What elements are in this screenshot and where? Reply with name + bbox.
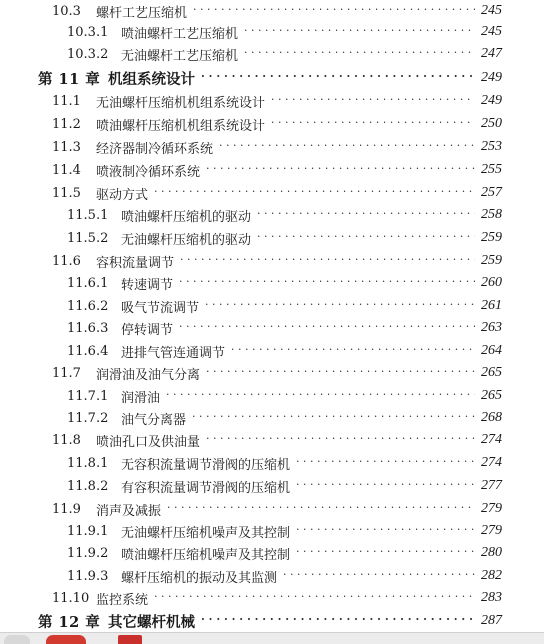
toc-entry-number: 11.8.2 xyxy=(67,478,109,494)
toc-entry[interactable] xyxy=(52,159,502,181)
toc-entry-title: 喷油螺杆压缩机机组系统设计 xyxy=(96,118,266,134)
toc-leader-dots xyxy=(205,295,475,317)
toc-entry[interactable] xyxy=(52,0,502,22)
toc-entry-title: 有容积流量调节滑阀的压缩机 xyxy=(121,480,291,496)
toc-entry-number: 11.9.2 xyxy=(67,545,109,561)
toc-entry-page-number: 245 xyxy=(481,24,502,39)
toc-entry[interactable] xyxy=(67,452,502,474)
toc-leader-dots xyxy=(201,610,475,632)
toc-entry-number: 11.5 xyxy=(52,185,81,201)
toc-entry-title: 驱动方式 xyxy=(96,187,149,203)
toc-entry-title: 喷油螺杆压缩机的驱动 xyxy=(121,209,252,225)
toc-entry-title: 无油螺杆压缩机噪声及其控制 xyxy=(121,525,291,541)
toc-entry-page-number: 253 xyxy=(481,139,502,154)
toc-chapter-entry[interactable] xyxy=(38,67,502,89)
toc-entry-title: 其它螺杆机械 xyxy=(108,613,195,631)
toc-entry-title: 监控系统 xyxy=(96,592,149,608)
toc-entry-title: 经济器制冷循环系统 xyxy=(96,141,214,157)
toc-entry[interactable] xyxy=(67,295,502,317)
toc-entry-number: 11.7.1 xyxy=(67,388,109,404)
toc-entry-title: 无油螺杆压缩机机组系统设计 xyxy=(96,95,266,111)
toc-entry-number: 11.7.2 xyxy=(67,410,109,426)
toc-entry-number: 第 11 章 xyxy=(38,70,101,88)
toc-leader-dots xyxy=(166,385,475,407)
toc-entry-number: 11.6.2 xyxy=(67,298,109,314)
toc-entry-number: 11.9.3 xyxy=(67,568,109,584)
toc-entry-page-number: 277 xyxy=(481,478,502,493)
toc-entry-number: 11.8 xyxy=(52,432,81,448)
toc-entry-page-number: 280 xyxy=(481,545,502,560)
bottom-toolbar-strip xyxy=(0,632,544,644)
toc-entry-title: 容积流量调节 xyxy=(96,255,175,271)
toc-entry-page-number: 264 xyxy=(481,343,502,358)
toc-entry-number: 11.5.1 xyxy=(67,207,109,223)
toc-leader-dots xyxy=(206,159,475,181)
toc-entry-page-number: 265 xyxy=(481,388,502,403)
toc-entry-number: 11.10 xyxy=(52,590,90,606)
toc-entry-page-number: 259 xyxy=(481,253,502,268)
toc-entry-page-number: 263 xyxy=(481,320,502,335)
toc-entry-number: 11.2 xyxy=(52,116,81,132)
toc-entry[interactable] xyxy=(52,182,502,204)
toc-entry-page-number: 260 xyxy=(481,275,502,290)
toc-entry-number: 11.5.2 xyxy=(67,230,109,246)
toc-entry[interactable] xyxy=(67,520,502,542)
toc-chapter-entry[interactable] xyxy=(38,610,502,632)
toc-entry[interactable] xyxy=(52,498,502,520)
toc-entry[interactable] xyxy=(52,90,502,112)
toc-entry-number: 11.6.1 xyxy=(67,275,109,291)
toc-entry[interactable] xyxy=(67,227,502,249)
toc-leader-dots xyxy=(296,475,475,497)
toc-leader-dots xyxy=(154,587,475,609)
toc-entry-page-number: 279 xyxy=(481,501,502,516)
toc-entry[interactable] xyxy=(67,542,502,564)
toc-entry-number: 10.3.1 xyxy=(67,24,109,40)
toc-entry-page-number: 261 xyxy=(481,298,502,313)
toc-entry-page-number: 268 xyxy=(481,410,502,425)
toc-entry-number: 11.7 xyxy=(52,365,81,381)
toc-entry-title: 无油螺杆压缩机的驱动 xyxy=(121,232,252,248)
toc-leader-dots xyxy=(296,520,475,542)
toc-entry-title: 机组系统设计 xyxy=(108,70,195,88)
toc-leader-dots xyxy=(257,227,475,249)
toc-entry-title: 润滑油 xyxy=(121,390,161,406)
toc-entry-page-number: 257 xyxy=(481,185,502,200)
toc-entry[interactable] xyxy=(52,113,502,135)
toc-entry-number: 10.3 xyxy=(52,3,81,19)
toc-leader-dots xyxy=(179,272,475,294)
toc-entry[interactable] xyxy=(67,385,502,407)
toc-entry-page-number: 258 xyxy=(481,207,502,222)
toc-entry-page-number: 255 xyxy=(481,162,502,177)
toc-leader-dots xyxy=(201,67,475,89)
toc-leader-dots xyxy=(206,429,475,451)
toc-entry-page-number: 287 xyxy=(481,613,502,628)
toc-entry-page-number: 247 xyxy=(481,46,502,61)
toc-leader-dots xyxy=(167,498,475,520)
toc-leader-dots xyxy=(154,182,475,204)
toc-leader-dots xyxy=(206,362,475,384)
toc-entry-page-number: 283 xyxy=(481,590,502,605)
toc-leader-dots xyxy=(283,565,475,587)
toc-entry-title: 螺杆压缩机的振动及其监测 xyxy=(121,570,278,586)
toc-entry-title: 吸气节流调节 xyxy=(121,300,200,316)
toc-entry-title: 喷油孔口及供油量 xyxy=(96,434,201,450)
toc-entry-number: 11.6 xyxy=(52,253,81,269)
toc-leader-dots xyxy=(257,204,475,226)
toc-entry-page-number: 265 xyxy=(481,365,502,380)
toc-entry-number: 11.8.1 xyxy=(67,455,109,471)
toc-entry[interactable] xyxy=(52,429,502,451)
toc-entry-number: 11.9 xyxy=(52,501,81,517)
toc-entry-title: 消声及减振 xyxy=(96,503,162,519)
toc-entry-page-number: 249 xyxy=(481,93,502,108)
toc-leader-dots xyxy=(179,317,475,339)
toc-entry-number: 11.3 xyxy=(52,139,81,155)
toc-entry-number: 11.6.4 xyxy=(67,343,109,359)
toc-leader-dots xyxy=(244,21,475,43)
toc-entry-page-number: 274 xyxy=(481,455,502,470)
toc-entry[interactable] xyxy=(52,136,502,158)
toc-entry-title: 喷液制冷循环系统 xyxy=(96,164,201,180)
toc-entry-title: 无油螺杆工艺压缩机 xyxy=(121,48,239,64)
toc-leader-dots xyxy=(244,43,475,65)
toc-entry[interactable] xyxy=(67,407,502,429)
toc-leader-dots xyxy=(219,136,475,158)
toc-entry[interactable] xyxy=(67,21,502,43)
toc-leader-dots xyxy=(271,113,475,135)
toc-entry[interactable] xyxy=(67,317,502,339)
toc-leader-dots xyxy=(296,452,475,474)
toc-entry-page-number: 245 xyxy=(481,3,502,18)
toc-leader-dots xyxy=(180,250,475,272)
toc-entry-page-number: 259 xyxy=(481,230,502,245)
toc-leader-dots xyxy=(193,0,475,22)
toc-entry-number: 第 12 章 xyxy=(38,613,101,631)
toc-entry[interactable] xyxy=(52,362,502,384)
toc-entry-title: 油气分离器 xyxy=(121,412,187,428)
toc-leader-dots xyxy=(231,340,475,362)
toc-entry-page-number: 282 xyxy=(481,568,502,583)
toc-entry[interactable] xyxy=(67,565,502,587)
toc-leader-dots xyxy=(192,407,475,429)
toc-entry[interactable] xyxy=(52,587,502,609)
toc-entry[interactable] xyxy=(67,272,502,294)
toc-entry-number: 11.4 xyxy=(52,162,81,178)
toc-entry-page-number: 249 xyxy=(481,70,502,85)
toc-entry[interactable] xyxy=(67,204,502,226)
toc-entry-number: 10.3.2 xyxy=(67,46,109,62)
toc-entry-number: 11.9.1 xyxy=(67,523,109,539)
toc-entry-title: 螺杆工艺压缩机 xyxy=(96,5,188,21)
toc-entry-title: 停转调节 xyxy=(121,322,174,338)
toc-entry[interactable] xyxy=(67,340,502,362)
toc-entry-title: 喷油螺杆工艺压缩机 xyxy=(121,26,239,42)
toc-entry-title: 润滑油及油气分离 xyxy=(96,367,201,383)
toc-entry[interactable] xyxy=(67,475,502,497)
toc-leader-dots xyxy=(271,90,475,112)
toc-entry-title: 无容积流量调节滑阀的压缩机 xyxy=(121,457,291,473)
toc-entry-number: 11.1 xyxy=(52,93,81,109)
toc-leader-dots xyxy=(296,542,475,564)
toc-entry-page-number: 250 xyxy=(481,116,502,131)
toc-entry-page-number: 274 xyxy=(481,432,502,447)
toc-entry-page-number: 279 xyxy=(481,523,502,538)
toc-entry[interactable] xyxy=(52,250,502,272)
toc-entry-title: 转速调节 xyxy=(121,277,174,293)
toc-entry-title: 进排气管连通调节 xyxy=(121,345,226,361)
toc-entry-title: 喷油螺杆压缩机噪声及其控制 xyxy=(121,547,291,563)
toc-entry-number: 11.6.3 xyxy=(67,320,109,336)
toc-entry[interactable] xyxy=(67,43,502,65)
